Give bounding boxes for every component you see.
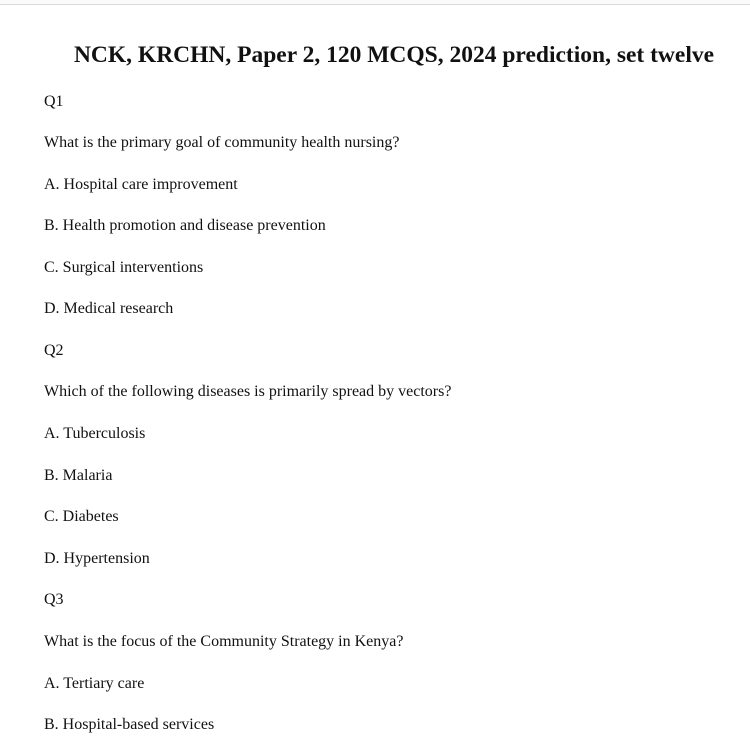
answer-option: B. Hospital-based services (44, 716, 215, 733)
answer-option: D. Medical research (44, 300, 174, 317)
question-number: Q1 (44, 93, 64, 110)
answer-option: C. Diabetes (44, 508, 119, 525)
document-title: NCK, KRCHN, Paper 2, 120 MCQS, 2024 prediction, set twelve (73, 42, 715, 68)
answer-option: A. Hospital care improvement (44, 176, 238, 193)
page-top-edge (0, 0, 750, 5)
question-text: What is the primary goal of community health nursing? (44, 134, 400, 151)
answer-option: B. Health promotion and disease prevention (44, 217, 326, 234)
answer-option: A. Tertiary care (44, 675, 145, 692)
answer-option: D. Hypertension (44, 550, 150, 567)
answer-option: C. Surgical interventions (44, 259, 204, 276)
answer-option: B. Malaria (44, 467, 113, 484)
answer-option: A. Tuberculosis (44, 425, 146, 442)
question-number: Q3 (44, 591, 64, 608)
question-text: What is the focus of the Community Strategy in Kenya? (44, 633, 404, 650)
question-text: Which of the following diseases is primarily spread by vectors? (44, 383, 452, 400)
question-number: Q2 (44, 342, 64, 359)
